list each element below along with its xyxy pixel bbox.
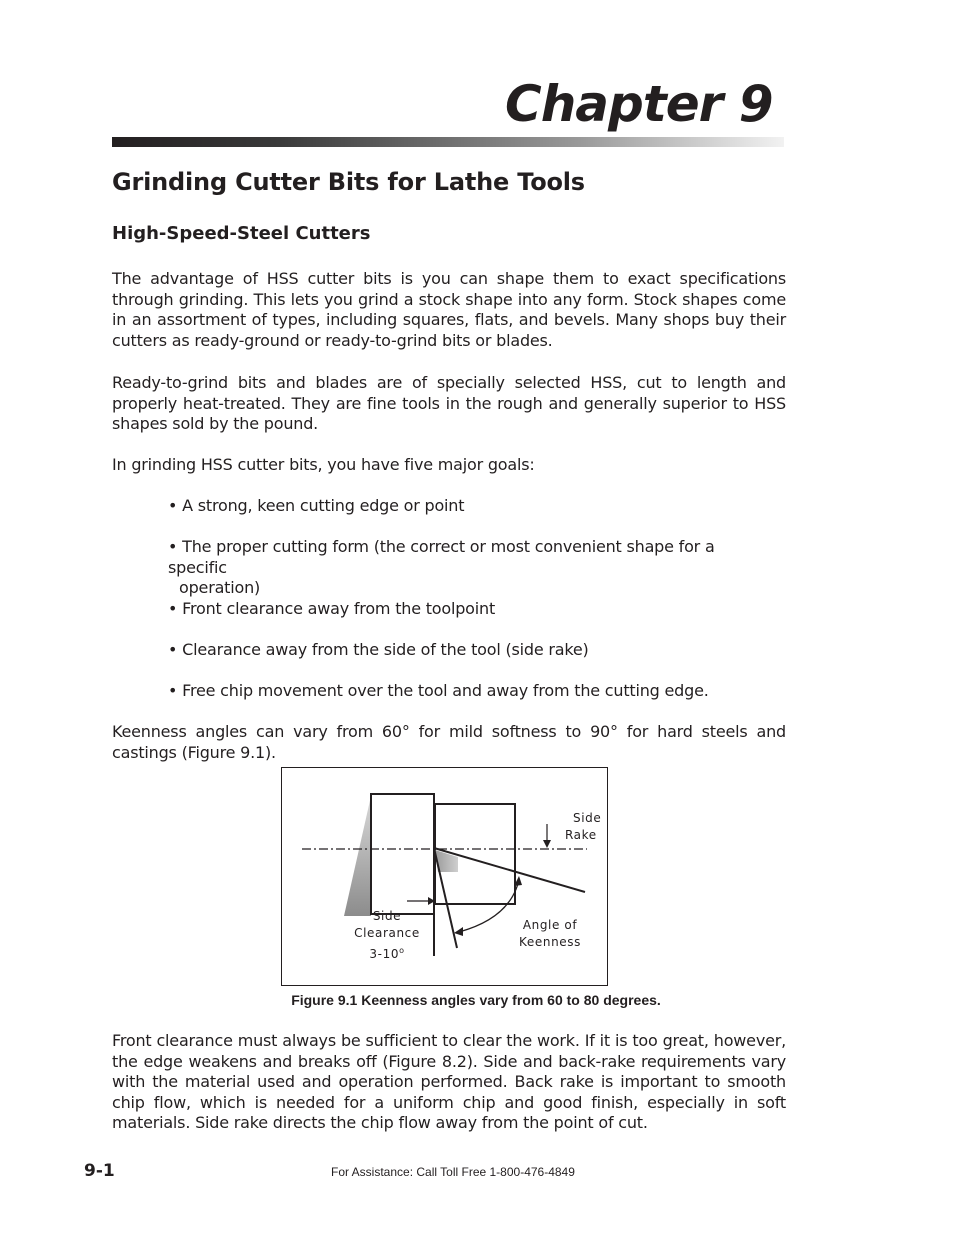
goal-text-continuation: operation)	[179, 578, 261, 597]
keenness-diagram-drawing	[282, 768, 609, 987]
tool-body-left	[371, 794, 434, 914]
paragraph-keenness-angles: Keenness angles can vary from 60° for mild softness to 90° for hard steels and castings (Figure 9.1).	[112, 722, 786, 762]
goal-text: • Front clearance away from the toolpoint	[168, 599, 496, 618]
goal-text: • Free chip movement over the tool and away from the cutting edge.	[168, 681, 709, 700]
side-rake-arrowhead	[543, 840, 551, 848]
keenness-arrowhead-bottom	[454, 927, 463, 936]
goal-list-item	[168, 537, 778, 599]
figure-keenness-diagram	[281, 767, 608, 986]
chapter-divider-bar	[112, 137, 784, 147]
angle-of-keenness-label: Angle of Keenness	[519, 918, 581, 949]
side-clearance-label: Side Clearance 3-10$^o$	[354, 909, 420, 961]
goal-text: • A strong, keen cutting edge or point	[168, 496, 465, 515]
figure-caption: Figure 9.1 Keenness angles vary from 60 to 80 degrees.	[291, 992, 661, 1008]
goal-list-item	[168, 681, 778, 702]
goal-text: • Clearance away from the side of the tool (side rake)	[168, 640, 589, 659]
page-number: 9-1	[84, 1161, 115, 1181]
side-clearance-wedge	[344, 796, 371, 916]
paragraph-ready-to-grind: Ready-to-grind bits and blades are of specially selected HSS, cut to length and properly heat-treated. They are fine tools in the rough and generally superior to HSS shapes sold by the pound.	[112, 373, 786, 433]
footer-assistance-text: For Assistance: Call Toll Free 1-800-476-4849	[331, 1165, 575, 1179]
side-rake-label: Side Rake	[565, 811, 602, 842]
paragraph-hss-advantage: The advantage of HSS cutter bits is you can shape them to exact specifications through grinding. This lets you grind a stock shape into any form. Stock shapes come in an assortment of types, including squares, flats, and bevels. Many shops buy their cutters as ready-ground or ready-to-grind bits or blades.	[112, 269, 786, 350]
goal-text: • The proper cutting form (the correct or most convenient shape for a specific	[168, 537, 715, 577]
goal-list-item	[168, 640, 778, 661]
paragraph-front-clearance: Front clearance must always be sufficient to clear the work. If it is too great, however, the edge weakens and breaks off (Figure 8.2). Side and back-rake requirements vary with the material used and operation performed. Back rake is important to smooth chip flow, which is needed for a uniform chip and good finish, especially in soft materials. Side rake directs the chip flow away from the point of cut.	[112, 1031, 786, 1132]
goal-list-item	[168, 599, 778, 620]
section-title: Grinding Cutter Bits for Lathe Tools	[112, 168, 585, 196]
goal-list-item	[168, 496, 778, 517]
chapter-title: Chapter 9	[505, 75, 773, 133]
subsection-title: High-Speed-Steel Cutters	[112, 223, 371, 244]
paragraph-goals-intro: In grinding HSS cutter bits, you have five major goals:	[112, 455, 535, 474]
